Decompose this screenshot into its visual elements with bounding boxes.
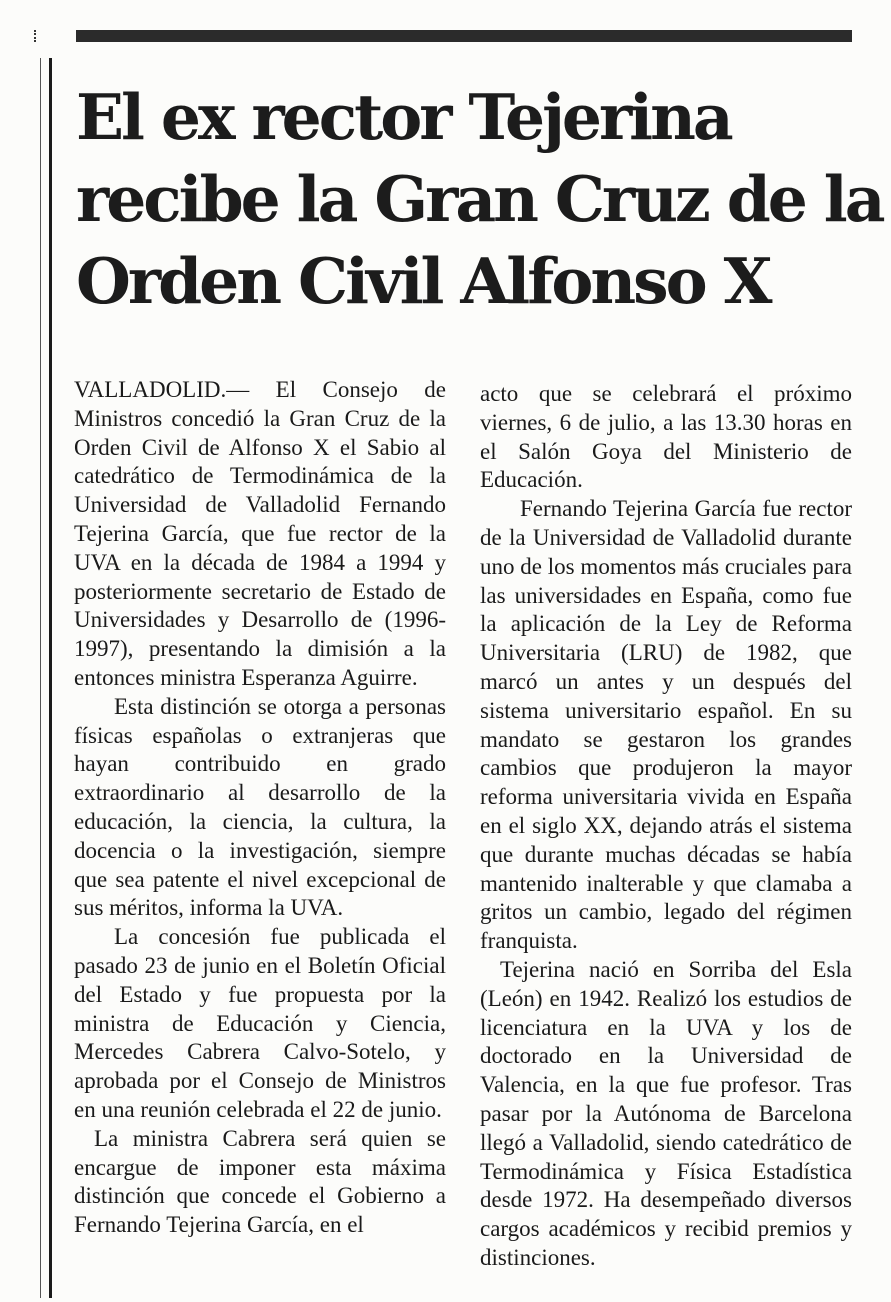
paragraph-lead: VALLADOLID.— El Consejo de Ministros concedió la Gran Cruz de la Orden Civil de Alfonso X el Sabio al catedrático de Termodinámica de la Universidad de Valladolid Fernando Tejerina García, que fue rector de la UVA en la década de 1984 a 1994 y posteriormente secretario de Estado de Universidades y Desarrollo de (1996-1997), presentando la dimisión a la entonces ministra Esperanza Aguirre.	[74, 377, 446, 690]
left-rule	[49, 58, 52, 1298]
paragraph: Esta distinción se otorga a personas físicas españolas o extranjeras que hayan contribuido en grado extraordinario al desarrollo de la educación, la ciencia, la cultura, la docencia o la investigación, siempre que sea patente el nivel excepcional de sus méritos, informa la UVA.	[74, 693, 446, 921]
margin-mark	[34, 30, 40, 42]
headline-line-2: recibe la Gran Cruz de la	[76, 162, 883, 236]
article-column-2	[480, 380, 852, 1273]
headline-line-1: El ex rector Tejerina	[76, 80, 731, 154]
paragraph: La ministra Cabrera será quien se encargue de imponer esta máxima distinción que concede el Gobierno a Fernando Tejerina García, en el	[74, 1125, 446, 1238]
paragraph: La concesión fue publicada el pasado 23 de junio en el Boletín Oficial del Estado y fue propuesta por la ministra de Educación y Ciencia, Mercedes Cabrera Calvo-Sotelo, y aprobada por el Consejo de Ministros en una reunión celebrada el 22 de junio.	[74, 924, 446, 1122]
headline-line-3: Orden Civil Alfonso X	[76, 244, 770, 318]
paragraph: Fernando Tejerina García fue rector de la Universidad de Valladolid durante uno de los momentos más cruciales para las universidades en España, como fue la aplicación de la Ley de Reforma Universitaria (LRU) de 1982, que marcó un antes y un después del sistema universitario español. En su mandato se gestaron los grandes cambios que produjeron la mayor reforma universitaria vivida en España en el siglo XX, dejando atrás el sistema que durante muchas décadas se había mantenido inalterable y que clamaba a gritos un cambio, legado del régimen franquista.	[480, 496, 852, 954]
article-column-1	[74, 376, 446, 1240]
top-rule	[76, 30, 852, 42]
paragraph: Tejerina nació en Sorriba del Esla (León) en 1942. Realizó los estudios de licenciatura en la UVA y los de doctorado en la Universidad de Valencia, en la que fue profesor. Tras pasar por la Autónoma de Barcelona llegó a Valladolid, siendo catedrático de Termodinámica y Física Estadística desde 1972. Ha desempeñado diversos cargos académicos y recibid premios y distinciones.	[480, 956, 852, 1270]
headline	[76, 76, 883, 322]
left-margin-line	[40, 58, 41, 1298]
paragraph-continued: acto que se celebrará el próximo viernes, 6 de julio, a las 13.30 horas en el Salón Goya del Ministerio de Educación.	[480, 381, 852, 493]
